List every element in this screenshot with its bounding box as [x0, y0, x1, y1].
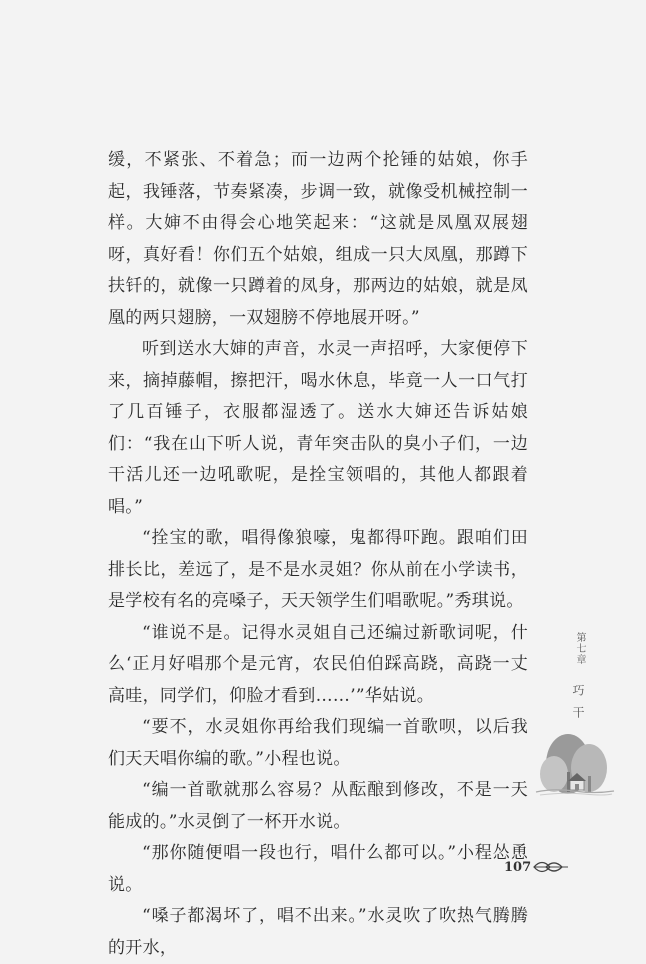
- paragraph: “谁说不是。记得水灵姐自己还编过新歌词呢，什么‘正月好唱那个是元宵，农民伯伯踩高跷，高跷一丈高哇，同学们，仰脸才看到……’”华姑说。: [108, 622, 528, 706]
- paragraph: “要不，水灵姐你再给我们现编一首歌呗，以后我们天天唱你编的歌。”小程也说。: [108, 717, 528, 769]
- page-number: 107: [504, 860, 532, 875]
- paragraph: 缓，不紧张、不着急；而一边两个抡锤的姑娘，你手起，我锤落，节奏紧凑，步调一致，就像受机械控制一样。大婶不由得会心地笑起来：“这就是凤凰双展翅呀，真好看！你们五个姑娘，组成一只大凤凰，那蹲下扶钎的，就像一只蹲着的凤身，那两边的姑娘，就是凤凰的两只翅膀，一双翅膀不停地展开呀。”: [108, 150, 528, 328]
- text-body: [108, 145, 528, 964]
- paragraph: 听到送水大婶的声音，水灵一声招呼，大家便停下来，摘掉藤帽，擦把汗，喝水休息，毕竟一人一口气打了几百锤子，衣服都湿透了。送水大婶还告诉姑娘们：“我在山下听人说，青年突击队的臭小子们，一边干活儿还一边吼歌呢，是拴宝领唱的，其他人都跟着唱。”: [108, 339, 528, 517]
- chapter-title: 巧干: [571, 684, 585, 728]
- paragraph: “编一首歌就那么容易？从酝酿到修改，不是一天能成的。”水灵倒了一杯开水说。: [108, 780, 528, 832]
- paragraph: “嗓子都渴坏了，唱不出来。”水灵吹了吹热气腾腾的开水，: [108, 906, 528, 958]
- trees-and-house-illustration: [534, 728, 616, 798]
- paragraph: “那你随便唱一段也行，唱什么都可以。”小程怂恿说。: [108, 843, 528, 895]
- leaf-ornament-icon: [532, 858, 570, 876]
- paragraph: “拴宝的歌，唱得像狼嚎，鬼都得吓跑。跟咱们田排长比，差远了，是不是水灵姐？你从前在小学读书，是学校有名的亮嗓子，天天领学生们唱歌呢。”秀琪说。: [108, 528, 528, 611]
- chapter-label: 第七章: [574, 632, 585, 665]
